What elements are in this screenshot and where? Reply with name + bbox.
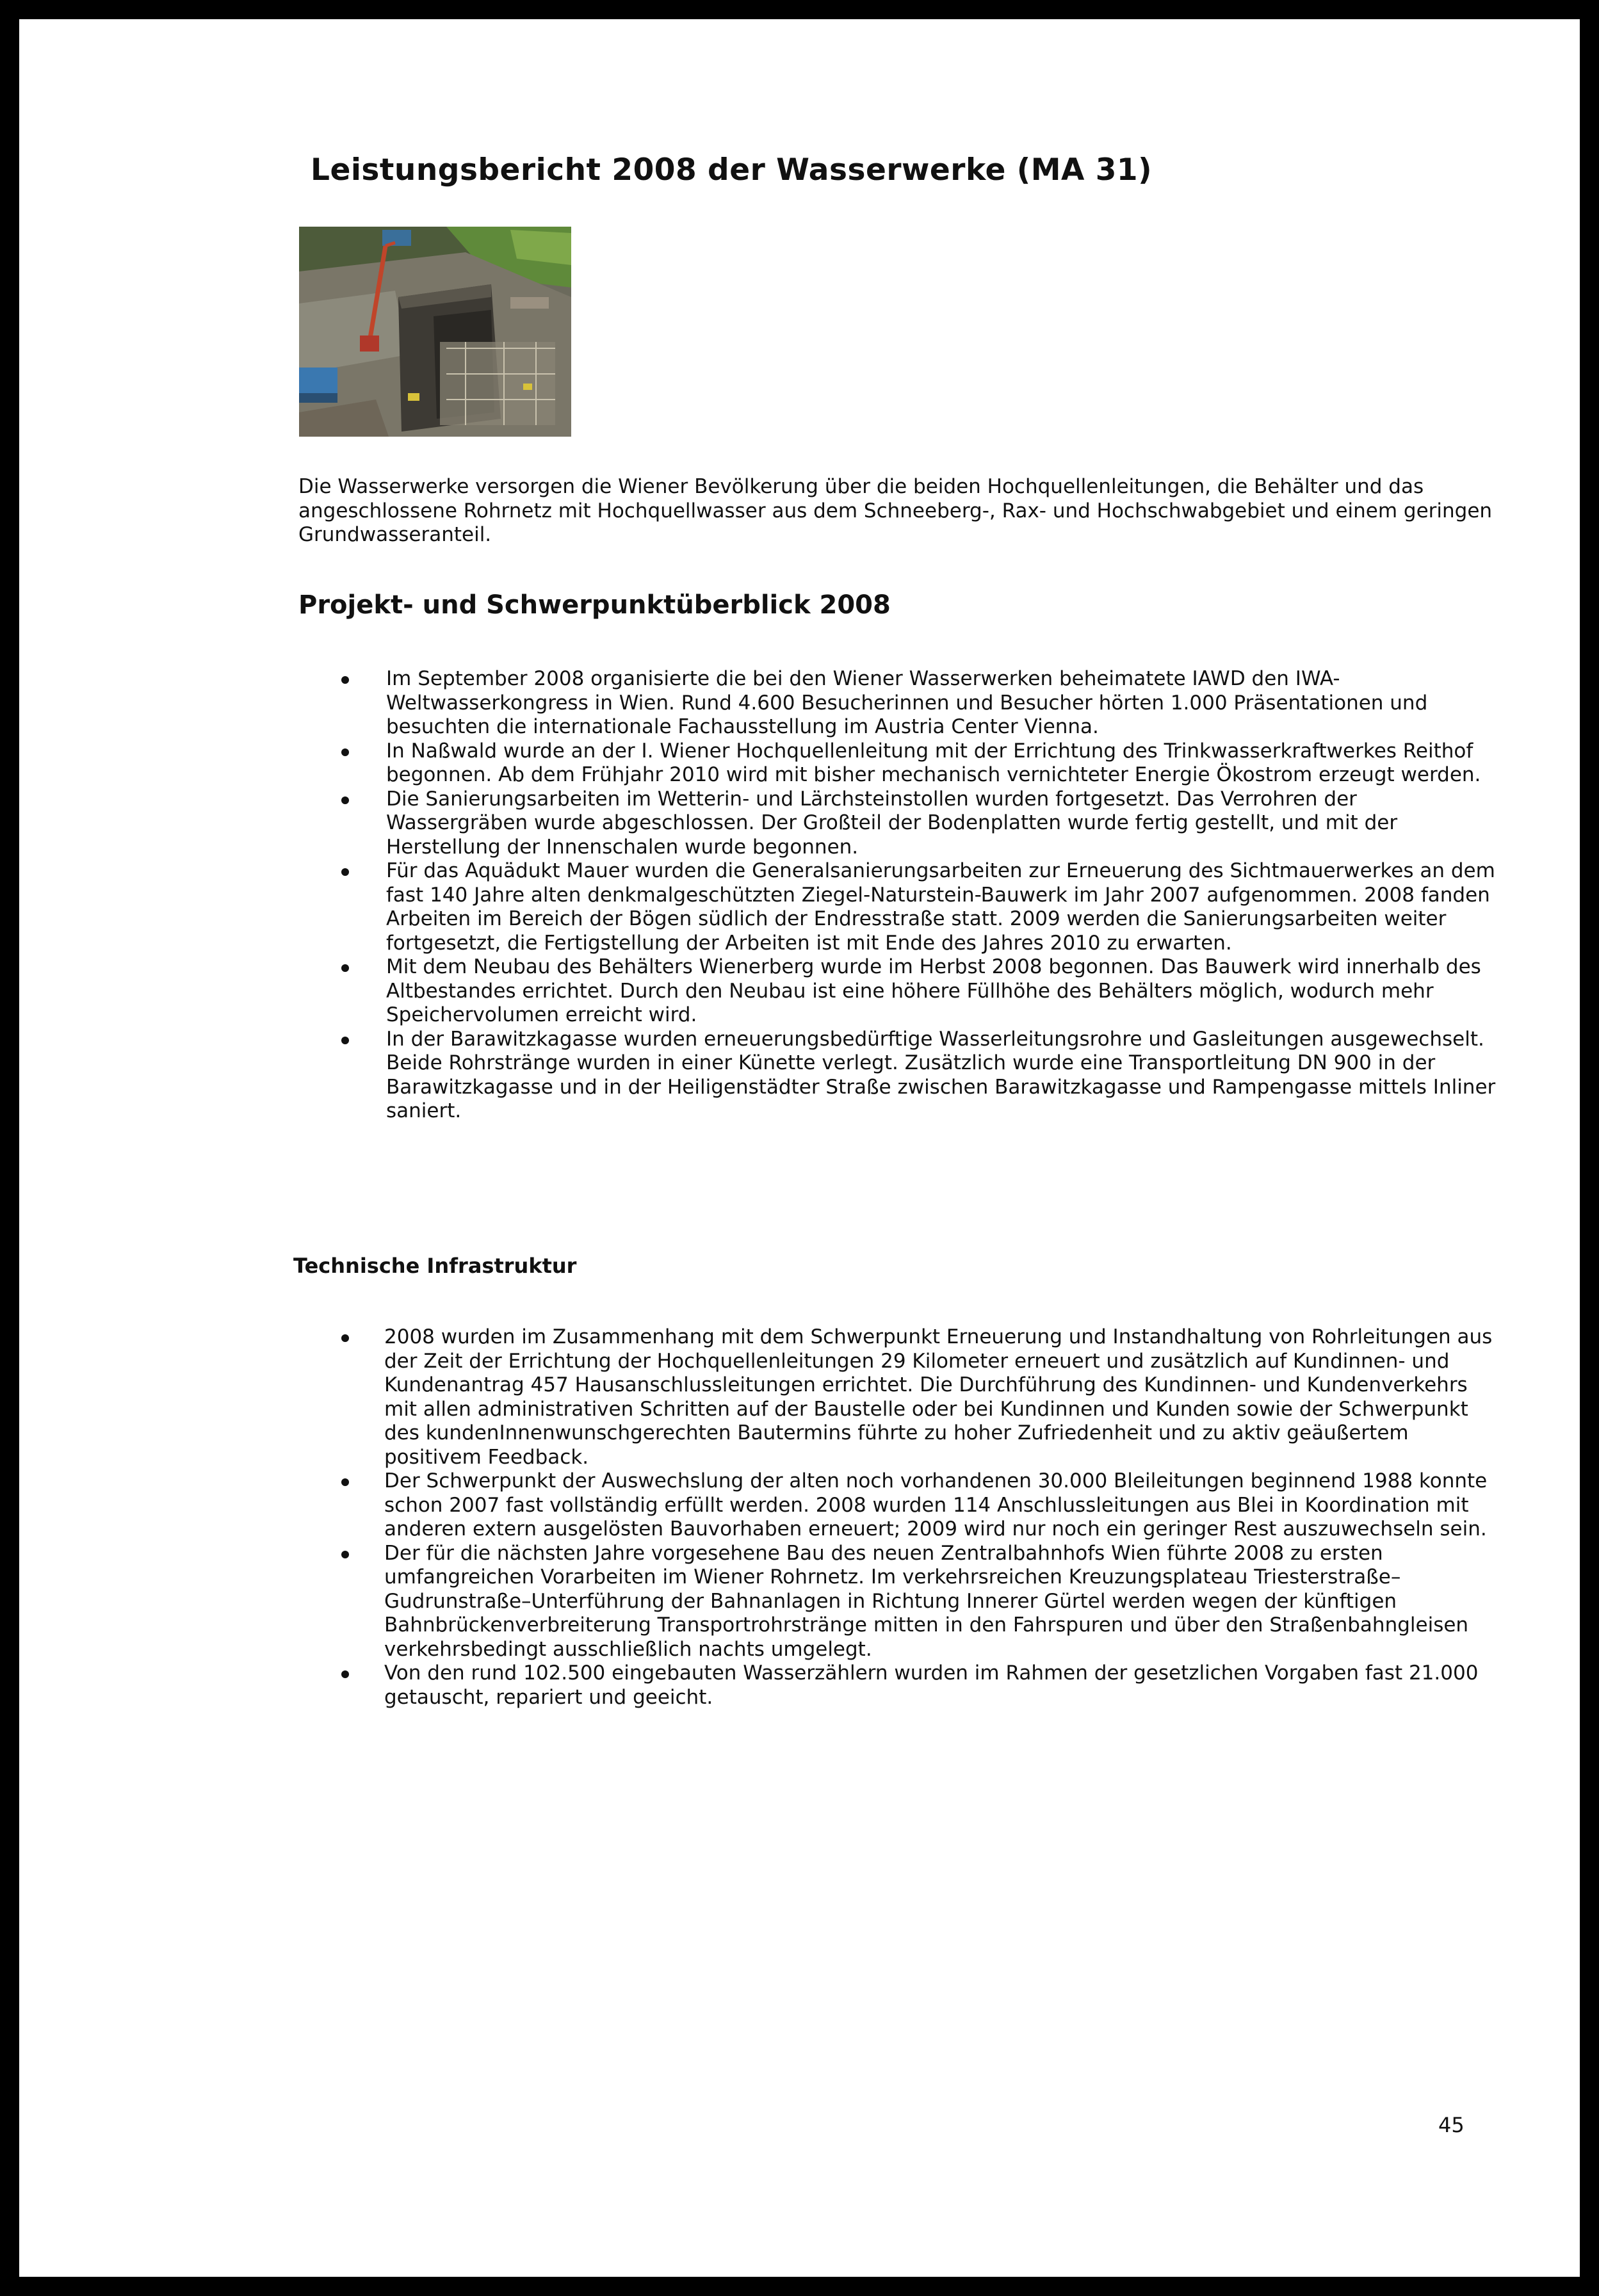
list-item: Mit dem Neubau des Behälters Wienerberg wurde im Herbst 2008 begonnen. Das Bauwerk wird innerhalb des Altbestandes errichtet. Durch den Neubau ist eine höhere Füllhöhe des Behälters möglich, wodurch mehr Speichervolumen erreicht wird. (19, 955, 1500, 1028)
list-item: Der Schwerpunkt der Auswechslung der alten noch vorhandenen 30.000 Bleileitungen beginnend 1988 konnte schon 2007 fast vollständig erfüllt werden. 2008 wurden 114 Anschlussleitungen aus Blei in Koordination mit anderen extern ausgelösten Bauvorhaben erneuert; 2009 wird nur noch ein geringer Rest auszuwechseln sein. (19, 1469, 1498, 1542)
bullet-icon (341, 676, 349, 684)
page-number: 45 (1438, 2113, 1465, 2137)
list-item: In der Barawitzkagasse wurden erneuerungsbedürftige Wasserleitungsrohre und Gasleitungen ausgewechselt. Beide Rohrstränge wurden in einer Künette verlegt. Zusätzlich wurde eine Transportleitung DN 900 in der Barawitzkagasse und in der Heiligenstädter Straße zwischen Barawitzkagasse und Rampengasse mittels Inliner saniert. (19, 1028, 1500, 1124)
infrastructure-list (19, 1325, 1498, 1710)
page-title: Leistungsbericht 2008 der Wasserwerke (MA 31) (311, 152, 1153, 188)
list-item: Die Sanierungsarbeiten im Wetterin- und Lärchsteinstollen wurden fortgesetzt. Das Verrohren der Wassergräben wurde abgeschlossen. Der Großteil der Bodenplatten wurde fertig gestellt, und mit der Herstellung der Innenschalen wurde begonnen. (19, 788, 1500, 860)
list-item: Von den rund 102.500 eingebauten Wasserzählern wurden im Rahmen der gesetzlichen Vorgaben fast 21.000 getauscht, repariert und geeicht. (19, 1661, 1498, 1710)
bullet-icon (341, 1334, 349, 1342)
document-page (19, 19, 1580, 2277)
overview-list (19, 667, 1500, 1124)
bullet-icon (341, 1478, 349, 1486)
bullet-icon (341, 1670, 349, 1678)
bullet-icon (341, 868, 349, 876)
list-item: In Naßwald wurde an der I. Wiener Hochquellenleitung mit der Errichtung des Trinkwasserkraftwerkes Reithof begonnen. Ab dem Frühjahr 2010 wird mit bisher mechanisch vernichteter Energie Ökostrom erzeugt werden. (19, 740, 1500, 788)
list-item: Im September 2008 organisierte die bei den Wiener Wasserwerken beheimatete IAWD den IWA-Weltwasserkongress in Wien. Rund 4.600 Besucherinnen und Besucher hörten 1.000 Präsentationen und besuchten die internationale Fachausstellung im Austria Center Vienna. (19, 667, 1500, 740)
intro-paragraph: Die Wasserwerke versorgen die Wiener Bevölkerung über die beiden Hochquellenleitungen, die Behälter und das angeschlossene Rohrnetz mit Hochquellwasser aus dem Schneeberg-, Rax- und Hochschwabgebiet und einem geringen Grundwasseranteil. (298, 475, 1493, 546)
list-item: Der für die nächsten Jahre vorgesehene Bau des neuen Zentralbahnhofs Wien führte 2008 zu ersten umfangreichen Vorarbeiten im Wiener Rohrnetz. Im verkehrsreichen Kreuzungsplateau Triesterstraße–Gudrunstraße–Unterführung der Bahnanlagen in Richtung Innerer Gürtel werden wegen der künftigen Bahnbrückenverbreiterung Transportrohrstränge mitten in den Fahrspuren und über den Straßenbahngleisen verkehrsbedingt ausschließlich nachts umgelegt. (19, 1542, 1498, 1662)
bullet-icon (341, 748, 349, 756)
list-item: 2008 wurden im Zusammenhang mit dem Schwerpunkt Erneuerung und Instandhaltung von Rohrleitungen aus der Zeit der Errichtung der Hochquellenleitungen 29 Kilometer erneuert und zusätzlich auf Kundinnen- und Kundenantrag 457 Hausanschlussleitungen errichtet. Die Durchführung des Kundinnen- und Kundenverkehrs mit allen administrativen Schritten auf der Baustelle oder bei Kundinnen und Kunden sowie der Schwerpunkt des kundenInnenwunschgerechten Bautermins führte zu hoher Zufriedenheit und zu aktiv geäußertem positivem Feedback. (19, 1325, 1498, 1469)
bullet-icon (341, 964, 349, 972)
bullet-icon (341, 1037, 349, 1044)
bullet-icon (341, 796, 349, 804)
section-heading-overview: Projekt- und Schwerpunktüberblick 2008 (298, 590, 891, 620)
section-heading-infrastructure: Technische Infrastruktur (293, 1254, 577, 1278)
construction-site-photo (299, 227, 571, 437)
bullet-icon (341, 1551, 349, 1558)
list-item: Für das Aquädukt Mauer wurden die Generalsanierungsarbeiten zur Erneuerung des Sichtmauerwerkes an dem fast 140 Jahre alten denkmalgeschützten Ziegel-Naturstein-Bauwerk im Jahr 2007 aufgenommen. 2008 fanden Arbeiten im Bereich der Bögen südlich der Endresstraße statt. 2009 werden die Sanierungsarbeiten weiter fortgesetzt, die Fertigstellung der Arbeiten ist mit Ende des Jahres 2010 zu erwarten. (19, 859, 1500, 955)
